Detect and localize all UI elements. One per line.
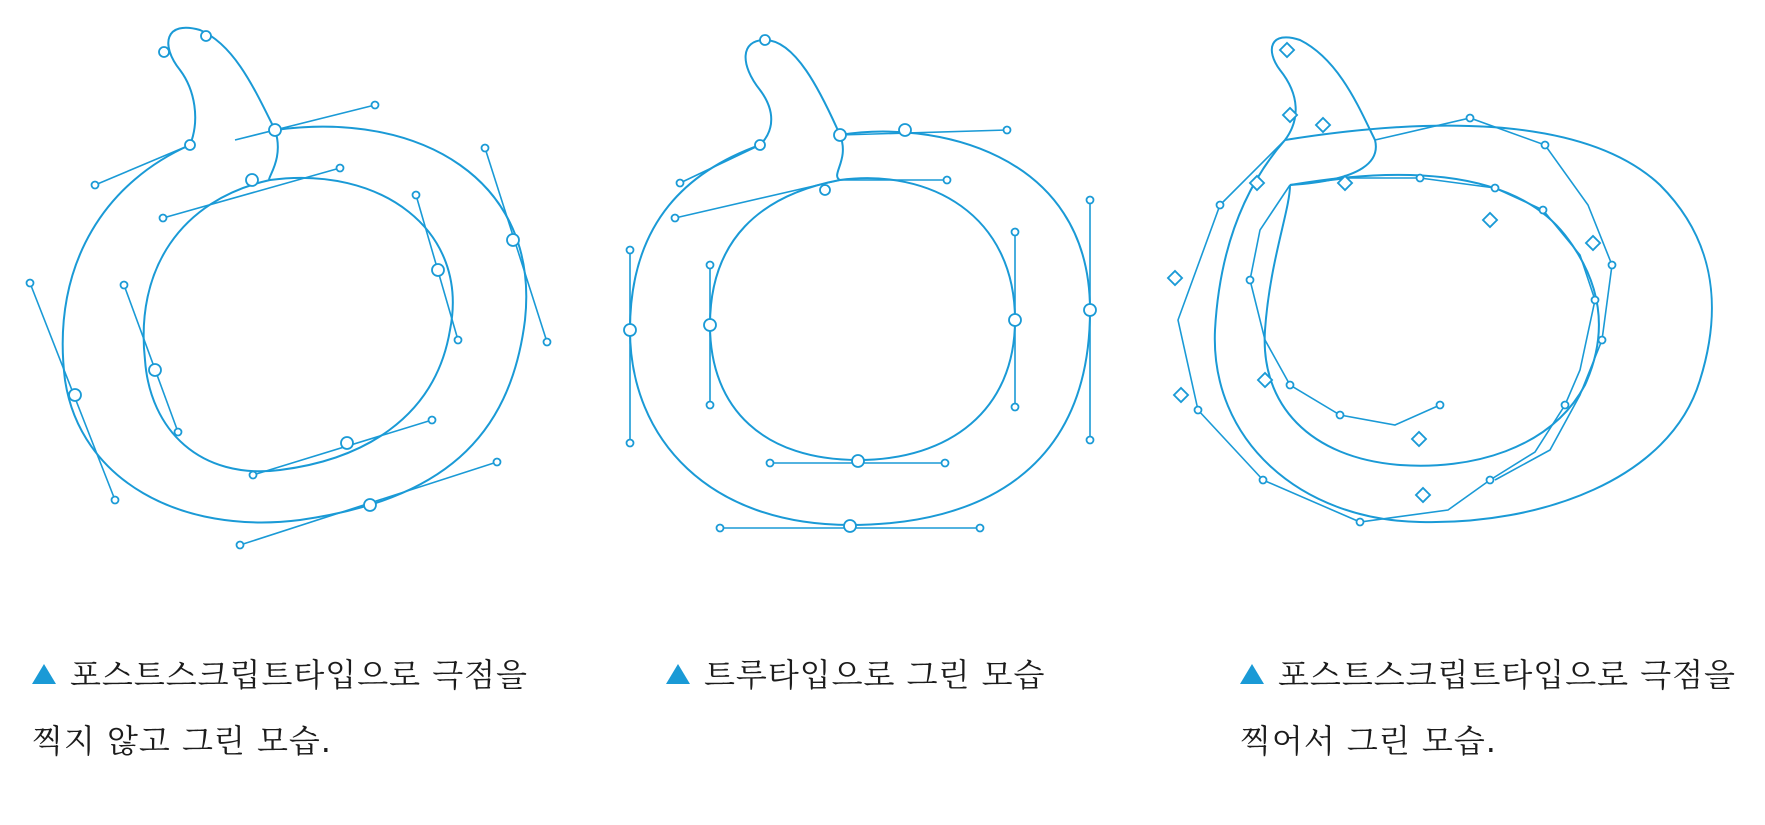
triangle-up-icon [1240,664,1264,684]
caption-text: 트루타입으로 그린 모습 [704,656,1046,694]
control-handles [630,130,1090,528]
anchor-points [624,35,1096,532]
caption-truetype [666,642,1126,708]
triangle-up-icon [666,664,690,684]
glyph-diagram-truetype [600,0,1170,600]
glyph-outline-svg [0,0,570,600]
caption-line-1 [666,642,1126,708]
glyph-diagram-postscript-with-extrema [1190,0,1760,600]
glyph-outline-svg [600,0,1170,600]
caption-line-2: 찍어서 그린 모습. [1240,722,1497,760]
control-handles [1178,118,1612,522]
caption-postscript-no-extrema [32,642,552,774]
tail-stroke [746,40,843,180]
inner-contour [1265,175,1599,466]
caption-text: 포스트스크립트타입으로 극점을 [1278,656,1736,694]
caption-text: 포스트스크립트타입으로 극점을 [70,656,528,694]
caption-line-1 [1240,642,1760,708]
triangle-up-icon [32,664,56,684]
anchor-points [1168,43,1616,526]
glyph-diagram-postscript-no-extrema [0,0,570,600]
caption-line-1 [32,642,552,708]
caption-postscript-with-extrema [1240,642,1760,774]
tail-stroke [168,28,278,180]
glyph-outline-svg [1190,0,1760,600]
caption-line-2: 찍지 않고 그린 모습. [32,722,332,760]
inner-contour [710,178,1015,460]
